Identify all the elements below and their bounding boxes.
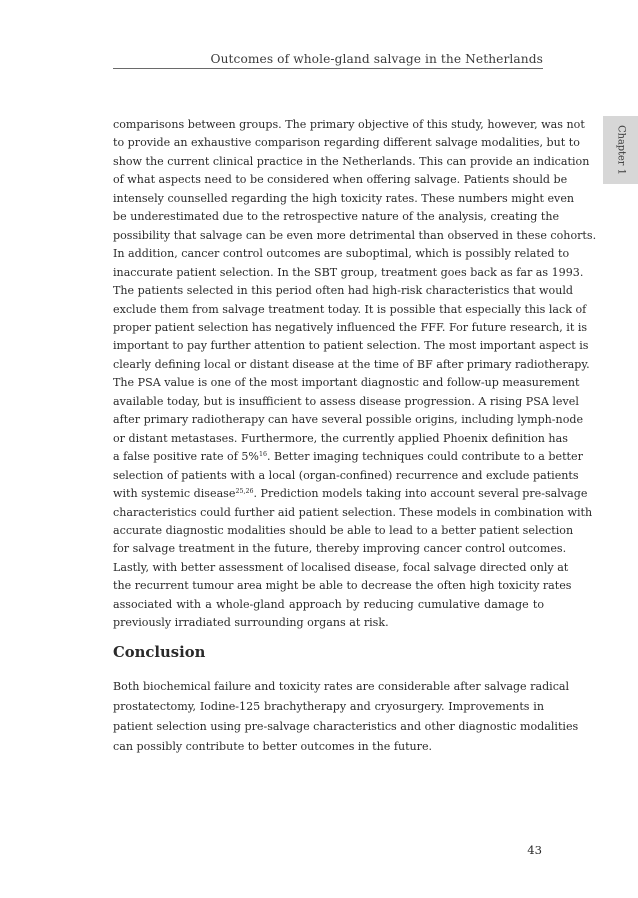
text-line: proper patient selection has negatively influenced the FFF. For future research, it is [113, 320, 588, 334]
citation-superscript: 16 [258, 451, 267, 459]
text-line: patient selection using pre-salvage characteristics and other diagnostic modalities [113, 719, 579, 733]
text-line: of what aspects need to be considered when offering salvage. Patients should be [113, 173, 568, 187]
text-line: selection of patients with a local (organ-confined) recurrence and exclude patients [113, 468, 579, 482]
text-line: Both biochemical failure and toxicity rates are considerable after salvage radical [113, 680, 570, 693]
text-line: The patients selected in this period often had high-risk characteristics that would [113, 284, 574, 298]
text-line: for salvage treatment in the future, thereby improving cancer control outcomes. [113, 542, 567, 556]
text-line: characteristics could further aid patient selection. These models in combination with [113, 505, 593, 519]
line-text: with systemic disease [113, 487, 236, 501]
text-line: the recurrent tumour area might be able to decrease the often high toxicity rates [113, 579, 572, 593]
text-line: clearly defining local or distant disease at the time of BF after primary radiotherapy. [113, 357, 590, 371]
running-header: Outcomes of whole-gland salvage in the Netherlands [210, 52, 543, 66]
discussion-paragraph [113, 116, 597, 633]
text-line: important to pay further attention to patient selection. The most important aspect is [113, 339, 589, 353]
page-number: 43 [527, 843, 542, 857]
text-line: accurate diagnostic modalities should be able to lead to a better patient selection [113, 523, 574, 537]
text-line: In addition, cancer control outcomes are suboptimal, which is possibly related to [113, 247, 570, 261]
text-line: associated with a whole-gland approach by reducing cumulative damage to [113, 597, 544, 611]
header-rule [113, 68, 543, 69]
text-line: comparisons between groups. The primary objective of this study, however, was not [113, 118, 585, 131]
text-line: can possibly contribute to better outcomes in the future. [113, 739, 433, 753]
conclusion-paragraph [113, 677, 579, 757]
citation-superscript: 25,26 [235, 488, 254, 496]
text-line: inaccurate patient selection. In the SBT group, treatment goes back as far as 1993. [113, 265, 584, 279]
text-line: prostatectomy, Iodine-125 brachytherapy and cryosurgery. Improvements in [113, 699, 544, 713]
text-line: after primary radiotherapy can have several possible origins, including lymph-node [113, 413, 584, 427]
text-line-with-citation [113, 485, 588, 503]
text-line-with-citation [113, 448, 583, 466]
text-line: previously irradiated surrounding organs at risk. [113, 616, 389, 630]
text-line: to provide an exhaustive comparison regarding different salvage modalities, but to [113, 136, 580, 150]
line-text: a false positive rate of 5% [113, 450, 259, 464]
text-line: possibility that salvage can be even more detrimental than observed in these cohorts. [113, 228, 597, 242]
text-line: or distant metastases. Furthermore, the currently applied Phoenix definition has [113, 431, 568, 445]
text-line: be underestimated due to the retrospective nature of the analysis, creating the [113, 210, 560, 224]
text-line: The PSA value is one of the most important diagnostic and follow-up measurement [113, 376, 580, 390]
chapter-tab-label: Chapter 1 [615, 125, 626, 175]
line-text: . Better imaging techniques could contribute to a better [266, 450, 583, 464]
line-text: . Prediction models taking into account several pre-salvage [253, 487, 588, 501]
chapter-tab [603, 116, 638, 184]
section-heading: Conclusion [113, 644, 206, 661]
text-line: exclude them from salvage treatment today. It is possible that especially this lack of [113, 302, 587, 316]
text-line: show the current clinical practice in the Netherlands. This can provide an indication [113, 154, 590, 168]
text-line: Lastly, with better assessment of localised disease, focal salvage directed only at [113, 560, 569, 574]
text-line: intensely counselled regarding the high toxicity rates. These numbers might even [113, 191, 575, 205]
text-line: available today, but is insufficient to assess disease progression. A rising PSA level [113, 394, 579, 408]
